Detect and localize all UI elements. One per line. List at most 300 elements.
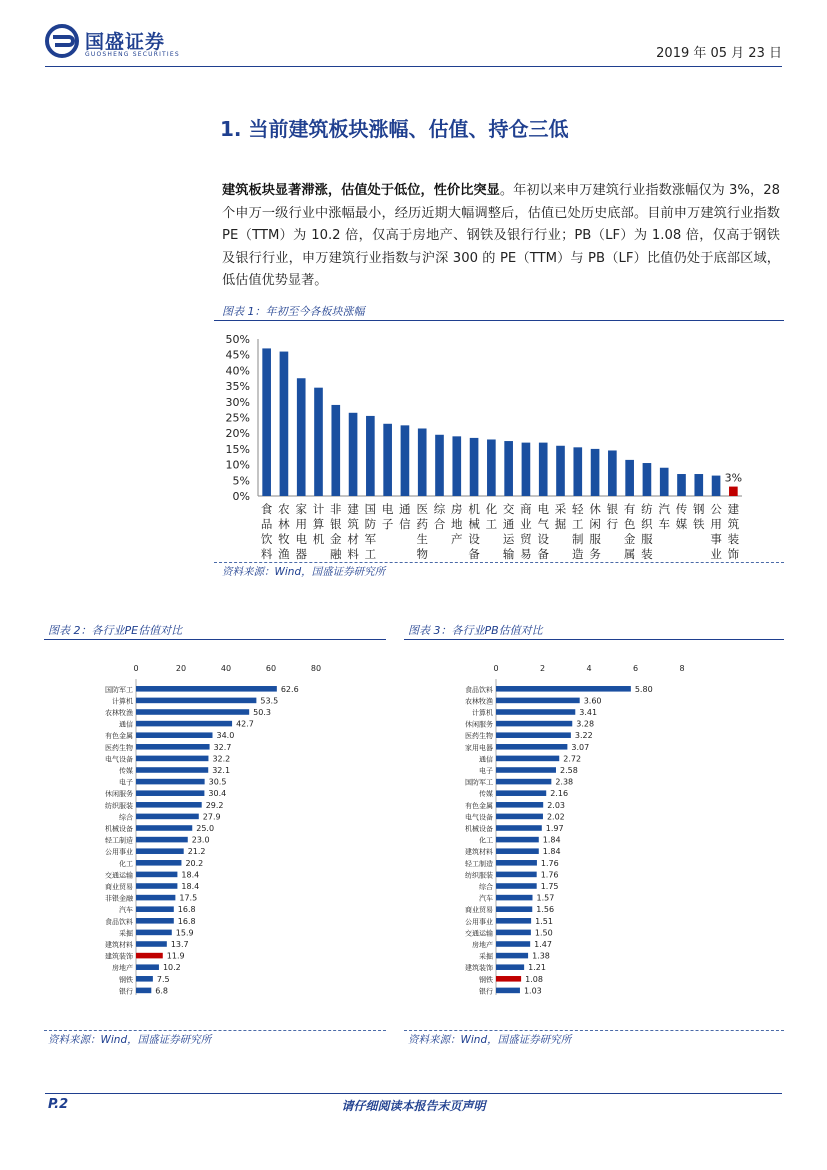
x-tick-label-char: 化 <box>485 502 498 516</box>
x-tick-label-char: 工 <box>364 547 377 560</box>
report-date: 2019 年 05 月 23 日 <box>656 46 782 61</box>
bar-建筑装饰 <box>729 487 738 496</box>
bar-医药生物 <box>496 732 571 738</box>
x-tick-label-char: 设 <box>537 532 549 546</box>
x-tick-label-char: 食 <box>260 502 273 516</box>
x-tick-label-char: 车 <box>658 517 670 531</box>
x-tick-label-char: 纺 <box>641 502 653 516</box>
x-tick-label-char: 用 <box>710 517 722 531</box>
x-tick-label-char: 医 <box>416 502 428 516</box>
x-tick-label-char: 筑 <box>727 517 740 531</box>
fig3-source: 资料来源：Wind，国盛证券研究所 <box>408 1034 572 1046</box>
bar-银行 <box>608 450 617 496</box>
x-tick-label-char: 牧 <box>278 532 290 546</box>
y-tick-label: 35% <box>225 380 250 394</box>
data-label: 1.56 <box>536 905 555 915</box>
x-tick-label-char: 药 <box>416 517 428 531</box>
x-tick-label-char: 计 <box>312 502 325 516</box>
category-label: 非银金融 <box>105 894 133 903</box>
x-tick-label-char: 气 <box>537 517 549 531</box>
x-tick-label-char: 渔 <box>278 547 290 560</box>
y-tick-label: 40% <box>225 364 250 378</box>
data-label: 1.76 <box>540 858 559 868</box>
x-tick-label-char: 交 <box>502 502 515 516</box>
x-tick-label-char: 输 <box>502 547 515 560</box>
data-label: 3.60 <box>583 696 602 706</box>
data-label: 1.21 <box>528 963 546 973</box>
x-tick-label-char: 业 <box>520 517 532 531</box>
x-tick-label: 80 <box>310 664 322 673</box>
fig2-source: 资料来源：Wind，国盛证券研究所 <box>48 1034 212 1046</box>
category-label: 采掘 <box>119 929 133 938</box>
x-tick-label-char: 产 <box>451 532 463 546</box>
data-label: 18.4 <box>181 882 200 891</box>
data-label: 3.28 <box>576 719 595 729</box>
x-tick-label-char: 家 <box>295 502 307 516</box>
category-label: 纺织服装 <box>105 801 133 810</box>
fig1-source: 资料来源：Wind，国盛证券研究所 <box>222 566 386 578</box>
x-tick-label-char: 机 <box>468 502 480 516</box>
bar-公用事业 <box>496 918 531 924</box>
bar-综合 <box>435 435 444 496</box>
y-tick-label: 20% <box>225 427 250 441</box>
category-label: 国防军工 <box>105 685 133 694</box>
bar-国防军工 <box>136 686 277 692</box>
x-tick-label-char: 掘 <box>554 517 567 531</box>
fig1-bottom-line <box>214 562 784 563</box>
bar-综合 <box>136 814 199 820</box>
bar-交通运输 <box>136 872 177 878</box>
y-tick-label: 15% <box>225 442 250 456</box>
x-tick-label-char: 休 <box>589 502 601 516</box>
x-tick-label-char: 装 <box>727 532 740 546</box>
bar-轻工制造 <box>136 837 188 843</box>
category-label: 综合 <box>119 813 133 822</box>
x-tick-label-char: 物 <box>416 547 428 560</box>
x-tick-label-char: 工 <box>572 517 584 531</box>
category-label: 轻工制造 <box>465 859 493 868</box>
bar-传媒 <box>496 790 546 796</box>
category-label: 农林牧渔 <box>105 709 133 717</box>
footer-disclaimer: 请仔细阅读本报告末页声明 <box>341 1099 486 1113</box>
category-label: 公用事业 <box>465 917 493 926</box>
x-tick-label-char: 防 <box>364 517 377 531</box>
category-label: 建筑装饰 <box>105 952 133 961</box>
section-title: 1. 当前建筑板块涨幅、估值、持仓三低 <box>220 117 569 141</box>
data-label: 30.5 <box>208 777 227 787</box>
fig1-bar-chart <box>214 325 784 560</box>
bar-纺织服装 <box>136 802 202 808</box>
bar-轻工制造 <box>573 447 582 496</box>
x-tick-label-char: 采 <box>554 502 567 516</box>
category-label: 银行 <box>479 987 493 995</box>
category-label: 汽车 <box>119 906 133 915</box>
page-number: P.2 <box>48 1097 69 1112</box>
y-tick-label: 0% <box>232 490 250 503</box>
y-tick-label: 30% <box>225 395 250 409</box>
bar-纺织服装 <box>643 463 652 496</box>
bar-有色金属 <box>136 732 213 738</box>
header-divider <box>45 66 782 67</box>
x-tick-label-char: 钢 <box>693 502 705 516</box>
category-label: 电气设备 <box>105 755 133 764</box>
category-label: 采掘 <box>479 952 493 961</box>
data-label: 1.84 <box>542 835 561 845</box>
x-tick-label-char: 饮 <box>260 532 273 546</box>
category-label: 计算机 <box>472 709 493 717</box>
category-label: 房地产 <box>112 964 133 973</box>
x-tick-label: 60 <box>265 664 277 673</box>
x-tick-label: 6 <box>632 664 639 673</box>
bar-建筑材料 <box>496 848 539 854</box>
bar-建筑装饰 <box>136 953 163 959</box>
x-tick-label-char: 媒 <box>675 517 688 531</box>
bar-食品饮料 <box>496 686 631 692</box>
body-paragraph <box>222 180 780 293</box>
x-tick-label-char: 电 <box>295 532 307 546</box>
data-label: 2.03 <box>547 800 566 810</box>
x-tick-label-char: 筑 <box>347 517 359 531</box>
bar-休闲服务 <box>136 790 204 796</box>
bar-计算机 <box>314 388 323 496</box>
category-label: 通信 <box>479 755 493 764</box>
x-tick-label-char: 建 <box>347 502 359 516</box>
bar-轻工制造 <box>496 860 537 866</box>
bar-电气设备 <box>136 756 208 762</box>
x-tick-label-char: 传 <box>675 502 688 516</box>
x-tick-label-char: 事 <box>710 532 722 546</box>
company-name-cn: 国盛证券 <box>85 31 166 53</box>
category-label: 汽车 <box>479 894 493 903</box>
bar-化工 <box>487 439 496 496</box>
bar-食品饮料 <box>262 348 271 496</box>
category-label: 建筑材料 <box>465 848 493 857</box>
category-label: 公用事业 <box>105 848 133 857</box>
category-label: 国防军工 <box>465 778 493 787</box>
x-tick-label-char: 运 <box>502 532 515 546</box>
bar-机械设备 <box>496 825 542 831</box>
x-tick-label-char: 国 <box>364 502 377 516</box>
category-label: 商业贸易 <box>105 883 133 891</box>
bar-农林牧渔 <box>136 709 249 715</box>
x-tick-label: 2 <box>539 664 546 673</box>
bar-纺织服装 <box>496 872 537 878</box>
x-tick-label-char: 易 <box>520 547 532 560</box>
x-tick-label-char: 房 <box>451 502 463 516</box>
bar-化工 <box>136 860 181 866</box>
x-tick-label: 20 <box>175 664 187 673</box>
fig1-title: 图表 1：年初至今各板块涨幅 <box>222 305 365 318</box>
data-label: 42.7 <box>236 719 254 729</box>
y-tick-label: 5% <box>232 474 250 488</box>
bar-采掘 <box>496 953 528 959</box>
x-tick-label-char: 设 <box>468 532 480 546</box>
x-tick-label-char: 金 <box>623 532 636 546</box>
logo-mark-icon <box>45 24 79 58</box>
category-label: 传媒 <box>119 767 133 775</box>
data-label: 1.47 <box>534 940 552 949</box>
x-tick-label-char: 林 <box>278 517 290 531</box>
x-tick-label-char: 合 <box>433 517 446 531</box>
category-label: 商业贸易 <box>465 906 493 915</box>
category-label: 休闲服务 <box>465 720 493 729</box>
data-label: 32.7 <box>213 742 232 752</box>
x-tick-label-char: 生 <box>416 532 428 546</box>
x-tick-label-char: 通 <box>502 517 515 531</box>
x-tick-label-char: 非 <box>330 502 342 516</box>
x-tick-label-char: 电 <box>537 502 549 516</box>
data-label: 1.08 <box>525 974 543 984</box>
data-label: 1.50 <box>534 928 553 938</box>
x-tick-label-char: 信 <box>399 517 411 531</box>
fig2-bottom-line <box>44 1030 386 1031</box>
bar-家用电器 <box>496 744 567 750</box>
category-label: 机械设备 <box>465 825 493 833</box>
category-label: 化工 <box>479 836 493 845</box>
fig3-pb-chart <box>404 655 784 995</box>
bar-建筑装饰 <box>496 964 524 970</box>
category-label: 建筑材料 <box>105 941 133 949</box>
x-tick-label-char: 业 <box>710 547 722 560</box>
data-label: 20.2 <box>185 858 204 868</box>
bar-电子 <box>136 779 205 785</box>
data-label: 10.2 <box>162 963 181 973</box>
x-tick-label-char: 色 <box>623 517 636 531</box>
category-label: 交通运输 <box>465 929 493 938</box>
bar-化工 <box>496 837 539 843</box>
data-label: 13.7 <box>170 940 189 949</box>
bar-商业贸易 <box>496 906 532 912</box>
bar-钢铁 <box>694 474 703 496</box>
bar-电气设备 <box>496 814 543 820</box>
x-tick-label-char: 银 <box>330 517 342 531</box>
category-label: 房地产 <box>472 941 493 949</box>
bar-采掘 <box>136 930 172 936</box>
bar-银行 <box>136 988 151 994</box>
x-tick-label: 0 <box>133 664 139 673</box>
category-label: 钢铁 <box>479 975 493 984</box>
bar-机械设备 <box>136 825 192 831</box>
bar-有色金属 <box>625 460 634 496</box>
x-tick-label-char: 贸 <box>520 532 532 546</box>
category-label: 通信 <box>119 720 133 729</box>
bar-传媒 <box>677 474 686 496</box>
bar-综合 <box>496 883 537 889</box>
category-label: 交通运输 <box>105 871 133 880</box>
x-tick-label-char: 铁 <box>693 517 705 531</box>
data-label: 32.2 <box>212 754 231 764</box>
y-tick-label: 45% <box>225 348 250 362</box>
x-tick-label-char: 商 <box>520 502 532 516</box>
x-tick-label-char: 公 <box>710 502 722 516</box>
data-label: 2.38 <box>555 777 574 787</box>
x-tick-label-char: 地 <box>451 517 463 531</box>
bar-计算机 <box>496 709 575 715</box>
data-label: 2.16 <box>550 789 569 799</box>
bar-家用电器 <box>297 378 306 496</box>
data-label: 3.22 <box>574 731 593 741</box>
category-label: 食品饮料 <box>465 685 493 694</box>
fig2-top-line <box>44 639 386 640</box>
category-label: 休闲服务 <box>105 790 133 799</box>
x-tick-label-char: 用 <box>295 517 307 531</box>
footer-divider <box>45 1093 782 1094</box>
data-label: 1.03 <box>523 986 542 995</box>
category-label: 电子 <box>479 767 493 775</box>
y-tick-label: 10% <box>225 458 250 472</box>
bar-汽车 <box>660 468 669 496</box>
category-label: 综合 <box>479 883 493 891</box>
category-label: 有色金属 <box>105 732 133 741</box>
paragraph-body: 。年初以来申万建筑行业指数涨幅仅为 3%，28 个申万一级行业中涨幅最小，经历近期大幅调整后，估值已处历史底部。目前申万建筑行业指数 PE（TTM）为 10.2 倍，仅高于房地产、钢铁及银行行业；PB（LF）为 1.08 倍，仅高于钢铁及银行行业，申万建筑行业指数与沪深 300 的 PE（TTM）与 PB（LF）比值仍处于底部区域，低估值优势显著。 <box>222 183 780 288</box>
data-label: 17.5 <box>179 893 198 903</box>
data-label: 2.58 <box>559 766 578 775</box>
bar-电子 <box>383 424 392 496</box>
category-label: 传媒 <box>479 790 493 799</box>
x-tick-label-char: 军 <box>364 532 377 546</box>
data-label: 62.6 <box>280 684 299 694</box>
bar-传媒 <box>136 767 208 773</box>
bar-公用事业 <box>136 848 184 854</box>
bar-建筑材料 <box>349 413 358 496</box>
x-tick-label: 40 <box>220 664 232 673</box>
x-tick-label-char: 器 <box>295 547 307 560</box>
data-label: 3.07 <box>571 742 590 752</box>
bar-医药生物 <box>136 744 210 750</box>
bar-钢铁 <box>496 976 521 982</box>
fig1-top-line <box>214 320 784 321</box>
data-label: 25.0 <box>196 824 215 833</box>
fig3-title: 图表 3：各行业PB估值对比 <box>408 624 543 637</box>
data-label: 16.8 <box>177 905 196 915</box>
data-label: 5.80 <box>634 684 653 694</box>
bar-有色金属 <box>496 802 543 808</box>
x-tick-label-char: 建 <box>727 502 740 516</box>
bar-农林牧渔 <box>280 352 289 496</box>
y-tick-label: 50% <box>225 333 250 346</box>
fig2-title: 图表 2：各行业PE估值对比 <box>48 624 183 637</box>
data-label: 2.72 <box>563 754 582 764</box>
x-tick-label-char: 属 <box>623 547 636 560</box>
category-label: 食品饮料 <box>105 917 133 926</box>
x-tick-label-char: 子 <box>381 517 394 531</box>
data-label: 30.4 <box>208 789 227 799</box>
category-label: 化工 <box>119 859 133 868</box>
bar-国防军工 <box>496 779 551 785</box>
x-tick-label-char: 农 <box>278 502 290 516</box>
fig3-bottom-line <box>404 1030 784 1031</box>
x-tick-label-char: 闲 <box>589 517 601 531</box>
bar-农林牧渔 <box>496 698 580 704</box>
category-label: 电气设备 <box>465 813 493 822</box>
bar-休闲服务 <box>591 449 600 496</box>
x-tick-label-char: 备 <box>468 547 480 560</box>
x-tick-label-char: 械 <box>468 517 480 531</box>
data-label: 50.3 <box>253 708 271 717</box>
data-label: 1.97 <box>545 824 564 833</box>
bar-房地产 <box>136 964 159 970</box>
x-tick-label-char: 轻 <box>572 502 584 516</box>
bar-通信 <box>401 425 410 496</box>
bar-食品饮料 <box>136 918 174 924</box>
data-label: 16.8 <box>177 916 196 926</box>
bar-电子 <box>496 767 556 773</box>
x-tick-label-char: 备 <box>537 547 549 560</box>
category-label: 轻工制造 <box>105 836 133 845</box>
company-name-en: GUOSHENG SECURITIES <box>85 51 180 58</box>
data-label: 23.0 <box>191 835 210 845</box>
bar-房地产 <box>452 436 461 496</box>
bar-汽车 <box>496 895 533 901</box>
data-label: 1.38 <box>532 951 550 961</box>
category-label: 电子 <box>119 778 133 787</box>
data-label-highlight: 3% <box>724 471 743 485</box>
data-label: 1.51 <box>535 916 553 926</box>
x-tick-label-char: 服 <box>589 532 601 546</box>
x-tick-label-char: 服 <box>641 532 653 546</box>
x-tick-label-char: 银 <box>606 502 619 516</box>
fig3-top-line <box>404 639 784 640</box>
x-tick-label-char: 通 <box>399 502 411 516</box>
x-tick-label-char: 造 <box>572 547 584 560</box>
x-tick-label-char: 工 <box>485 517 498 531</box>
paragraph-lead: 建筑板块显著滞涨，估值处于低位，性价比突显 <box>222 183 500 198</box>
x-tick-label-char: 金 <box>330 532 342 546</box>
data-label: 1.76 <box>540 870 559 880</box>
bar-休闲服务 <box>496 721 572 727</box>
x-tick-label-char: 务 <box>589 547 601 560</box>
x-tick-label-char: 行 <box>606 517 619 531</box>
data-label: 32.1 <box>212 766 231 775</box>
category-label: 银行 <box>119 987 133 995</box>
bar-商业贸易 <box>136 883 177 889</box>
data-label: 53.5 <box>260 696 279 706</box>
category-label: 建筑装饰 <box>465 964 493 973</box>
x-tick-label-char: 汽 <box>658 502 670 516</box>
x-tick-label-char: 料 <box>260 547 273 560</box>
data-label: 11.9 <box>166 951 185 961</box>
bar-电气设备 <box>539 443 548 496</box>
bar-国防军工 <box>366 416 375 496</box>
x-tick-label-char: 算 <box>312 517 325 531</box>
data-label: 1.84 <box>542 847 561 857</box>
bar-建筑材料 <box>136 941 167 947</box>
bar-钢铁 <box>136 976 153 982</box>
category-label: 钢铁 <box>119 975 133 984</box>
x-tick-label-char: 融 <box>330 547 342 560</box>
data-label: 21.2 <box>187 847 206 857</box>
bar-机械设备 <box>470 438 479 496</box>
x-tick-label-char: 织 <box>641 517 653 531</box>
company-logo <box>45 24 245 64</box>
category-label: 纺织服装 <box>465 871 493 880</box>
y-tick-label: 25% <box>225 411 250 425</box>
category-label: 有色金属 <box>465 801 493 810</box>
category-label: 计算机 <box>112 697 133 706</box>
category-label: 家用电器 <box>465 743 493 752</box>
data-label: 7.5 <box>156 974 170 984</box>
x-tick-label-char: 装 <box>641 547 653 560</box>
x-tick-label-char: 制 <box>572 532 584 546</box>
data-label: 18.4 <box>181 870 200 880</box>
x-tick-label-char: 电 <box>381 502 394 516</box>
data-label: 1.75 <box>540 882 559 891</box>
category-label: 医药生物 <box>105 743 133 752</box>
bar-计算机 <box>136 698 256 704</box>
x-tick-label: 8 <box>679 664 685 673</box>
bar-通信 <box>496 756 559 762</box>
bar-交通运输 <box>496 930 531 936</box>
